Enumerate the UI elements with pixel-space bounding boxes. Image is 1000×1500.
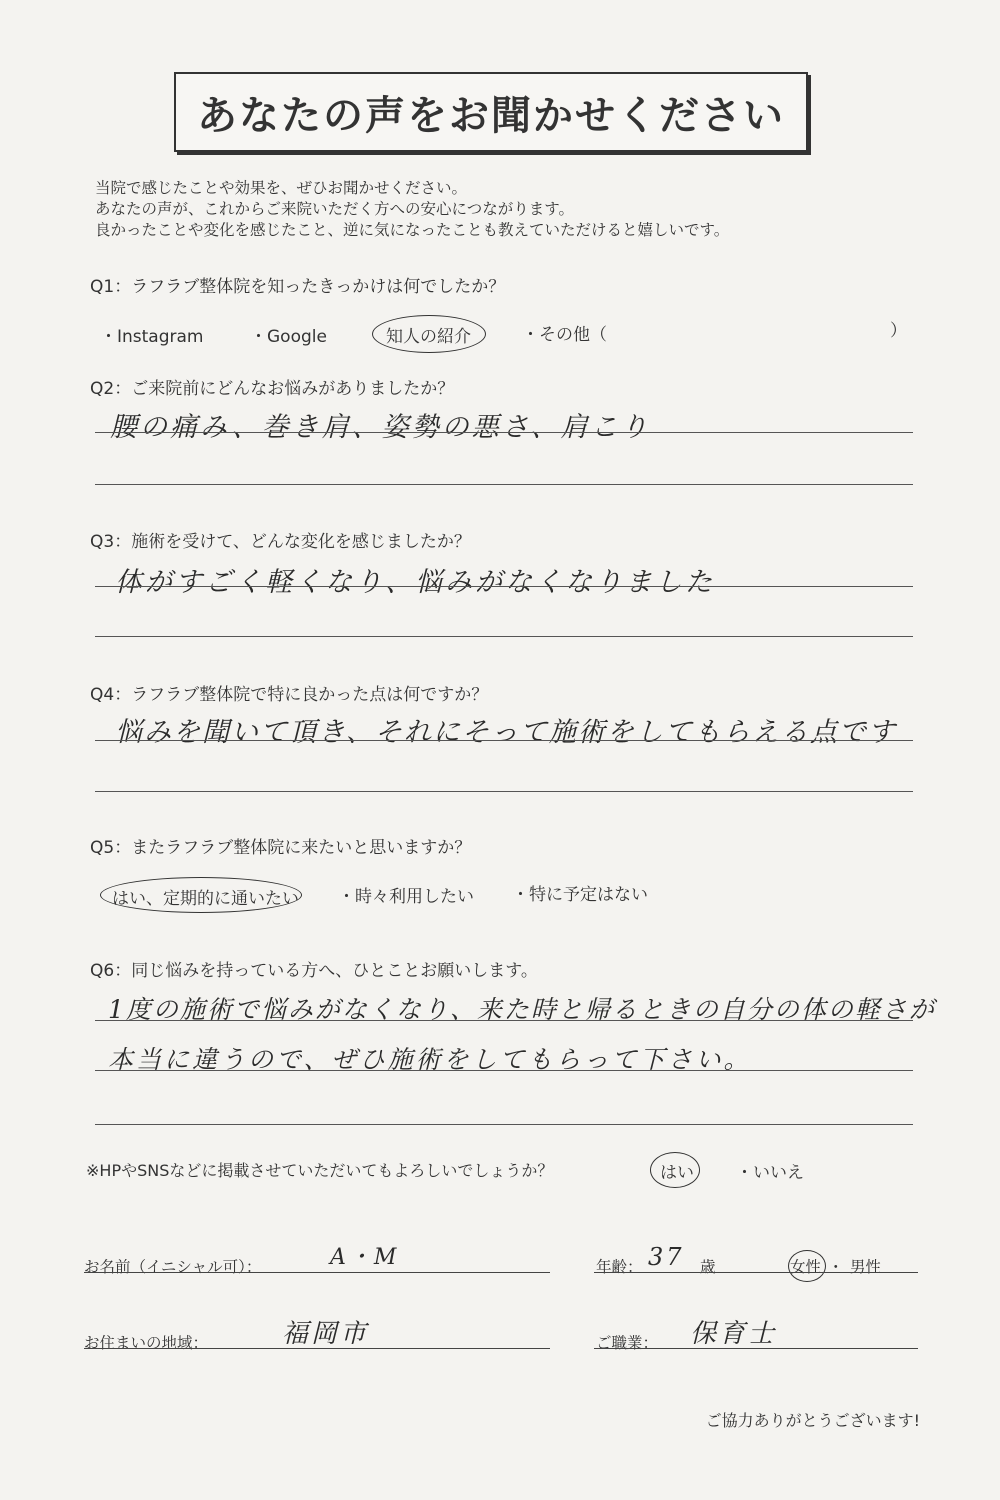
gender-male[interactable]: 男性: [850, 1258, 882, 1276]
job-value: 保育士: [690, 1319, 778, 1349]
q1-option-other-close: ）: [890, 321, 907, 341]
intro-text: [95, 178, 729, 241]
q1-option-other[interactable]: ・その他（: [522, 325, 607, 345]
q4-answer-line-2: [95, 791, 913, 792]
job-underline: [594, 1348, 918, 1349]
q5-option-regular[interactable]: はい、定期的に通いたい: [112, 889, 299, 909]
q6-answer-line-2: [95, 1070, 913, 1071]
intro-line-2: あなたの声が、これからご来院いただく方への安心につながります。: [95, 200, 574, 218]
q3-answer-line-1: [95, 586, 913, 587]
q3-answer: 体がすごく軽くなり、悩みがなくなりました: [115, 567, 715, 598]
q1-option-google[interactable]: ・Google: [250, 327, 327, 347]
thank-you-message: ご協力ありがとうございます!: [705, 1411, 920, 1430]
q4-answer: 悩みを聞いて頂き、それにそって施術をしてもらえる点です: [115, 717, 897, 748]
q2-question: Q2：ご来院前にどんなお悩みがありましたか？: [90, 379, 455, 399]
intro-line-1: 当院で感じたことや効果を、ぜひお聞かせください。: [95, 179, 468, 197]
name-value: A・M: [330, 1245, 400, 1270]
age-value: 37: [648, 1243, 685, 1271]
name-underline: [84, 1272, 550, 1273]
q4-question: Q4：ラフラブ整体院で特に良かった点は何ですか？: [90, 685, 489, 705]
age-unit: 歳: [700, 1258, 716, 1276]
q6-answer-line-2-text: 本当に違うので、ぜひ施術をしてもらって下さい。: [108, 1045, 752, 1074]
q1-option-referral[interactable]: 知人の紹介: [386, 327, 471, 347]
q4-answer-line-1: [95, 740, 913, 741]
age-label: 年齢：: [596, 1258, 643, 1276]
q6-question: Q6：同じ悩みを持っている方へ、ひとことお願いします。: [90, 961, 538, 981]
q3-question: Q3：施術を受けて、どんな変化を感じましたか？: [90, 532, 471, 552]
q2-answer: 腰の痛み、巻き肩、姿勢の悪さ、肩こり: [110, 412, 651, 443]
age-underline: [594, 1272, 918, 1273]
q5-question: Q5：またラフラブ整体院に来たいと思いますか？: [90, 838, 472, 858]
q2-answer-line-2: [95, 484, 913, 485]
job-label: ご職業：: [596, 1334, 659, 1352]
area-label: お住まいの地域：: [84, 1334, 209, 1352]
gender-separator: ・: [828, 1258, 844, 1276]
q5-option-no-plan[interactable]: ・特に予定はない: [512, 885, 648, 905]
q1-question: Q1：ラフラブ整体院を知ったきっかけは何でしたか？: [90, 277, 506, 297]
q5-option-sometimes[interactable]: ・時々利用したい: [338, 887, 474, 907]
q6-answer-line-3: [95, 1124, 913, 1125]
consent-yes[interactable]: はい: [660, 1163, 694, 1183]
q1-option-instagram[interactable]: ・Instagram: [100, 327, 204, 347]
page-title: あなたの声をお聞かせください: [174, 72, 808, 152]
intro-line-3: 良かったことや変化を感じたこと、逆に気になったことも教えていただけると嬉しいです。: [95, 221, 730, 239]
consent-no[interactable]: ・いいえ: [736, 1163, 804, 1183]
name-label: お名前（イニシャル可）：: [84, 1258, 262, 1276]
area-underline: [84, 1348, 550, 1349]
area-value: 福岡市: [282, 1319, 370, 1349]
q6-answer-line-1-text: 1度の施術で悩みがなくなり、来た時と帰るときの自分の体の軽さが: [108, 995, 936, 1024]
q6-answer-line-1: [95, 1020, 913, 1021]
q3-answer-line-2: [95, 636, 913, 637]
gender-female[interactable]: 女性: [790, 1258, 822, 1276]
q2-answer-line-1: [95, 432, 913, 433]
consent-question: ※HPやSNSなどに掲載させていただいてもよろしいでしょうか？: [86, 1161, 554, 1180]
